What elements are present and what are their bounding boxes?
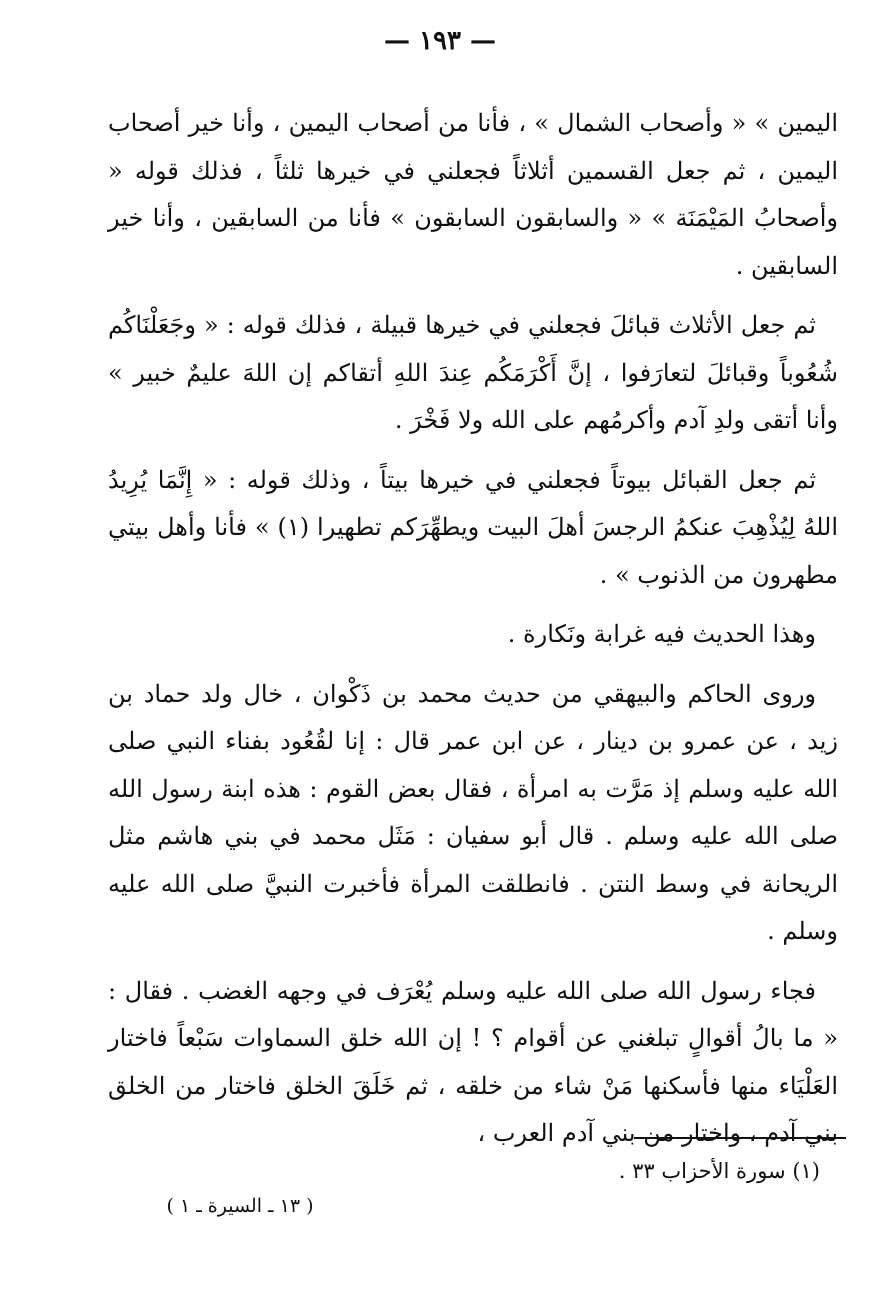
paragraph: ثم جعل القبائل بيوتاً فجعلني في خيرها بيتاً ، وذلك قوله : « إِنَّمَا يُرِيدُ اللهُ لِيُذْهِبَ عنكمُ الرجسَ أهلَ البيت ويطهِّرَكم تطهيرا (١) » فأنا وأهل بيتي مطهرون من الذنوب » .: [108, 465, 838, 589]
signature-mark: ( ١٣ ـ السيرة ـ ١ ): [166, 1195, 314, 1217]
paragraph: فجاء رسول الله صلى الله عليه وسلم يُعْرَف في وجهه الغضب . فقال : « ما بالُ أقوالٍ تبلغني عن أقوام ؟ ! إن الله خلق السماوات سَبْعاً فاختار العَلْيَاء منها فأسكنها مَنْ شاء من خلقه ، ثم خَلَقَ الخلق فاختار من الخلق بني آدم ، واختار من بني آدم العرب ،: [108, 976, 838, 1147]
paragraph: وروى الحاكم والبيهقي من حديث محمد بن ذَكْوان ، خال ولد حماد بن زيد ، عن عمرو بن دينار ، عن ابن عمر قال : إنا لقُعُود بفناء النبي صلى الله عليه وسلم إذ مَرَّت به امرأة ، فقال بعض القوم : هذه ابنة رسول الله صلى الله عليه وسلم . قال أبو سفيان : مَثَل محمد في بني هاشم مثل الريحانة في وسط النتن . فانطلقت المرأة فأخبرت النبيَّ صلى الله عليه وسلم .: [108, 679, 838, 945]
footnote: (١) سورة الأحزاب ٣٣ .: [618, 1159, 820, 1183]
paragraph: ثم جعل الأثلاث قبائلَ فجعلني في خيرها قبيلة ، فذلك قوله : « وجَعَلْنَاكُم شُعُوباً وقبائلَ لتعارَفوا ، إنَّ أَكْرَمَكُم عِندَ اللهِ أتقاكم إن اللهَ عليمٌ خبير » وأنا أتقى ولدِ آدم وأكرمُهم على الله ولا فَخْرَ .: [108, 311, 838, 434]
page-number: — ١٩٣ —: [383, 26, 497, 56]
footnote-separator: [634, 1137, 846, 1139]
body-text: [108, 100, 838, 1170]
paragraph: وهذا الحديث فيه غرابة ونَكارة .: [507, 620, 816, 648]
paragraph: اليمين » « وأصحاب الشمال » ، فأنا من أصحاب اليمين ، وأنا خير أصحاب اليمين ، ثم جعل القسمين أثلاثاً فجعلني في خيرها ثلثاً ، فذلك قوله « وأصحابُ المَيْمَنَة » « والسابقون السابقون » فأنا من السابقين ، وأنا خير السابقين .: [108, 109, 838, 280]
